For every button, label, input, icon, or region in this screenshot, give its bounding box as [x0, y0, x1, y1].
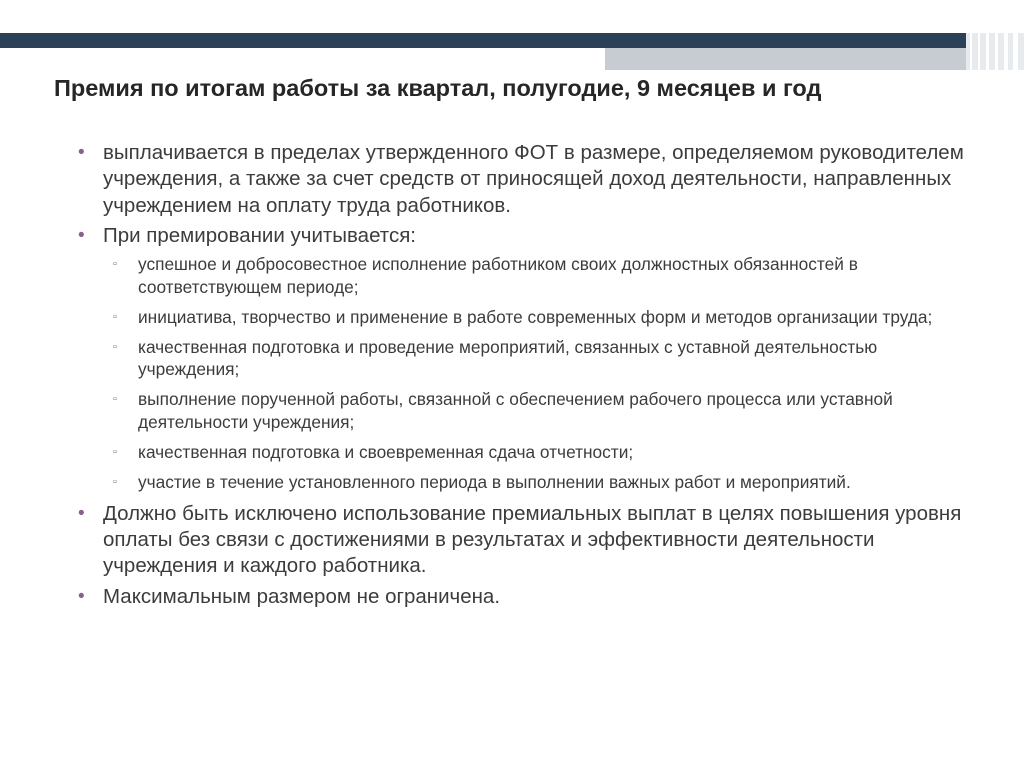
bullet-list [78, 140, 978, 610]
square-bullet-icon: ▫ [113, 393, 117, 406]
bullet-text: При премировании учитывается: [103, 223, 417, 247]
square-bullet-icon: ▫ [113, 340, 117, 353]
sub-bullet-text: участие в течение установленного периода в выполнении важных работ и мероприятий. [138, 471, 851, 492]
bullet-item [78, 584, 978, 610]
sub-bullet-text: успешное и добросовестное исполнение работником своих должностных обязанностей в соответствующем периоде; [138, 254, 858, 297]
square-bullet-icon: ▫ [113, 258, 117, 271]
square-bullet-icon: ▫ [113, 310, 117, 323]
sub-bullet-item [113, 336, 978, 381]
bullet-item [78, 501, 978, 580]
bullet-text: выплачивается в пределах утвержденного ФОТ в размере, определяемом руководителем учреждения, а также за счет средств от приносящей доход деятельности, направленных учреждением на оплату труда работников. [103, 141, 964, 217]
sub-bullet-item [113, 441, 978, 464]
sub-bullet-text: качественная подготовка и своевременная сдача отчетности; [138, 441, 634, 462]
bullet-text: Максимальным размером не ограничена. [103, 584, 501, 608]
sub-bullet-item [113, 388, 978, 433]
bullet-text: Должно быть исключено использование премиальных выплат в целях повышения уровня оплаты без связи с достижениями в результатах и эффективности деятельности учреждения и каждого работника. [103, 501, 962, 578]
sub-bullet-item [113, 253, 978, 298]
header-stripes-decoration [966, 33, 1024, 70]
sub-bullet-text: выполнение порученной работы, связанной с обеспечением рабочего процесса или уставной деятельности учреждения; [138, 389, 893, 432]
bullet-dot-icon: • [78, 502, 85, 524]
bullet-dot-icon: • [78, 585, 85, 607]
header-band-dark [0, 33, 1024, 48]
sub-bullet-item [113, 306, 978, 329]
square-bullet-icon: ▫ [113, 475, 117, 488]
bullet-dot-icon: • [78, 142, 85, 163]
sub-bullet-list [113, 253, 978, 493]
sub-bullet-text: инициатива, творчество и применение в работе современных форм и методов организации труда; [138, 306, 933, 327]
bullet-dot-icon: • [78, 224, 85, 246]
sub-bullet-item [113, 471, 978, 494]
square-bullet-icon: ▫ [113, 445, 117, 458]
sub-bullet-text: качественная подготовка и проведение мероприятий, связанных с уставной деятельностью учреждения; [138, 336, 878, 380]
slide-content [78, 140, 978, 614]
header-band-light [605, 48, 1024, 70]
slide-title: Премия по итогам работы за квартал, полугодие, 9 месяцев и год [54, 75, 822, 101]
bullet-item [78, 223, 978, 493]
bullet-item [78, 140, 978, 219]
